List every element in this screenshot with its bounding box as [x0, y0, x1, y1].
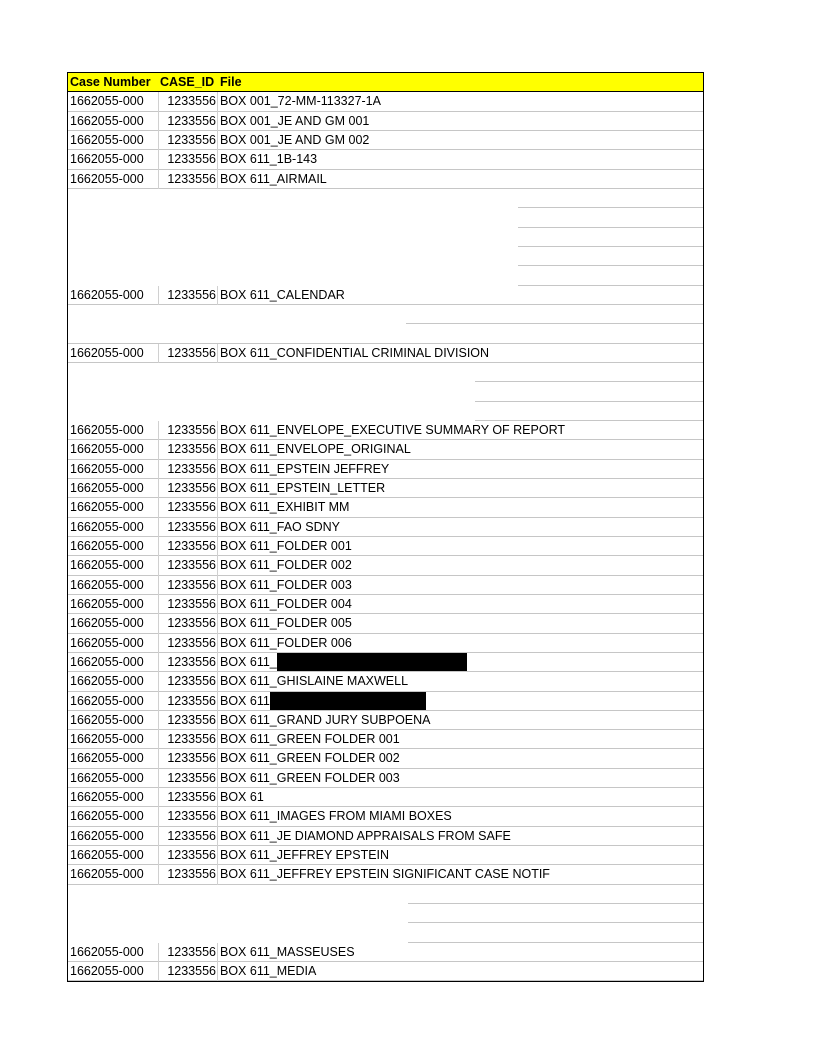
case-number-cell: 1662055-000: [70, 751, 144, 766]
file-cell: BOX 611_FOLDER 004: [220, 596, 352, 611]
case-id-cell: 1233556: [167, 732, 216, 747]
table-row: [68, 344, 703, 363]
case-id-cell: 1233556: [167, 461, 216, 476]
case-id-cell: 1233556: [167, 132, 216, 147]
redaction-bar: [277, 653, 467, 672]
table-row: [68, 885, 703, 904]
file-cell: BOX 611_MEDIA: [220, 964, 317, 979]
file-cell: BOX 611_JEFFREY EPSTEIN: [220, 848, 390, 863]
case-id-cell: 1233556: [167, 94, 216, 109]
case-number-cell: 1662055-000: [70, 558, 144, 573]
case-number-cell: 1662055-000: [70, 732, 144, 747]
table-row: [68, 846, 703, 865]
table-row: [68, 189, 703, 208]
file-cell: BOX 001_JE AND GM 001: [220, 113, 370, 128]
table-row: [68, 962, 703, 981]
file-cell: BOX 611_FOLDER 002: [220, 558, 352, 573]
case-id-cell: 1233556: [167, 828, 216, 843]
file-cell: BOX 611_ENVELOPE_EXECUTIVE SUMMARY OF REPORT: [220, 422, 566, 437]
case-id-cell: 1233556: [167, 674, 216, 689]
case-id-cell: 1233556: [167, 558, 216, 573]
case-number-cell: 1662055-000: [70, 480, 144, 495]
case-number-cell: 1662055-000: [70, 577, 144, 592]
case-number-cell: 1662055-000: [70, 345, 144, 360]
case-number-cell: 1662055-000: [70, 654, 144, 669]
table-row: [68, 479, 703, 498]
case-id-cell: 1233556: [167, 422, 216, 437]
case-id-cell: 1233556: [167, 538, 216, 553]
header-case-id: CASE_ID: [160, 75, 215, 89]
table-row: [68, 556, 703, 575]
table-row: [68, 807, 703, 826]
table-header-row: [68, 73, 703, 92]
table-row: [68, 112, 703, 131]
case-id-cell: 1233556: [167, 848, 216, 863]
table-row: [68, 170, 703, 189]
file-cell: BOX 611_FOLDER 003: [220, 577, 352, 592]
table-row: [68, 228, 703, 247]
case-number-cell: 1662055-000: [70, 944, 144, 959]
table-row: [68, 923, 703, 942]
table-row: [68, 827, 703, 846]
case-id-cell: 1233556: [167, 596, 216, 611]
table-row: [68, 730, 703, 749]
file-cell: BOX 611_CONFIDENTIAL CRIMINAL DIVISION: [220, 345, 490, 360]
table-row: [68, 460, 703, 479]
table-row: [68, 692, 703, 711]
case-number-cell: 1662055-000: [70, 287, 144, 302]
table-row: [68, 402, 703, 421]
table-row: [68, 653, 703, 672]
case-number-cell: 1662055-000: [70, 809, 144, 824]
table-row: [68, 150, 703, 169]
file-cell: BOX 611_JE DIAMOND APPRAISALS FROM SAFE: [220, 828, 511, 843]
case-number-cell: 1662055-000: [70, 770, 144, 785]
case-number-cell: 1662055-000: [70, 519, 144, 534]
case-number-cell: 1662055-000: [70, 867, 144, 882]
table-row: [68, 131, 703, 150]
file-cell: BOX 611_ENVELOPE_ORIGINAL: [220, 442, 411, 457]
file-cell: BOX 611_EPSTEIN JEFFREY: [220, 461, 390, 476]
case-id-cell: 1233556: [167, 113, 216, 128]
file-cell: BOX 61: [220, 790, 264, 805]
case-number-cell: 1662055-000: [70, 848, 144, 863]
file-cell: BOX 001_72-MM-113327-1A: [220, 94, 381, 109]
case-id-cell: 1233556: [167, 693, 216, 708]
table-row: [68, 421, 703, 440]
file-cell: BOX 611_IMAGES FROM MIAMI BOXES: [220, 809, 452, 824]
case-number-cell: 1662055-000: [70, 828, 144, 843]
file-cell: BOX 611_: [220, 653, 467, 672]
file-cell: BOX 611_JEFFREY EPSTEIN SIGNIFICANT CASE NOTIF: [220, 867, 550, 882]
case-number-cell: 1662055-000: [70, 693, 144, 708]
case-number-cell: 1662055-000: [70, 538, 144, 553]
case-number-cell: 1662055-000: [70, 132, 144, 147]
case-id-cell: 1233556: [167, 654, 216, 669]
file-cell: BOX 611_EPSTEIN_LETTER: [220, 480, 386, 495]
table-row: [68, 363, 703, 382]
case-id-cell: 1233556: [167, 944, 216, 959]
table-row: [68, 440, 703, 459]
file-cell: BOX 611_AIRMAIL: [220, 171, 327, 186]
table-row: [68, 286, 703, 305]
file-cell: BOX 611_GRAND JURY SUBPOENA: [220, 712, 431, 727]
table-row: [68, 518, 703, 537]
case-id-cell: 1233556: [167, 712, 216, 727]
case-number-cell: 1662055-000: [70, 422, 144, 437]
table-row: [68, 769, 703, 788]
table-row: [68, 904, 703, 923]
case-number-cell: 1662055-000: [70, 500, 144, 515]
file-cell: BOX 611_MASSEUSES: [220, 944, 355, 959]
table-row: [68, 92, 703, 111]
case-number-cell: 1662055-000: [70, 171, 144, 186]
table-row: [68, 595, 703, 614]
table-row: [68, 749, 703, 768]
case-id-cell: 1233556: [167, 635, 216, 650]
table-row: [68, 711, 703, 730]
file-cell: BOX 611: [220, 692, 426, 711]
file-cell: BOX 611_EXHIBIT MM: [220, 500, 350, 515]
case-number-cell: 1662055-000: [70, 790, 144, 805]
table-row: [68, 247, 703, 266]
case-number-cell: 1662055-000: [70, 442, 144, 457]
case-id-cell: 1233556: [167, 964, 216, 979]
table-row: [68, 208, 703, 227]
redaction-bar: [270, 692, 426, 711]
table-row: [68, 943, 703, 962]
file-cell: BOX 611_FOLDER 006: [220, 635, 352, 650]
file-cell: BOX 611_GREEN FOLDER 003: [220, 770, 400, 785]
case-number-cell: 1662055-000: [70, 964, 144, 979]
case-number-cell: 1662055-000: [70, 461, 144, 476]
case-number-cell: 1662055-000: [70, 152, 144, 167]
table-row: [68, 672, 703, 691]
table-row: [68, 576, 703, 595]
case-id-cell: 1233556: [167, 287, 216, 302]
file-cell: BOX 611_GHISLAINE MAXWELL: [220, 674, 409, 689]
case-id-cell: 1233556: [167, 345, 216, 360]
file-cell: BOX 611_1B-143: [220, 152, 318, 167]
case-id-cell: 1233556: [167, 480, 216, 495]
table-row: [68, 382, 703, 401]
case-id-cell: 1233556: [167, 500, 216, 515]
table-row: [68, 634, 703, 653]
case-id-cell: 1233556: [167, 616, 216, 631]
case-id-cell: 1233556: [167, 577, 216, 592]
file-cell: BOX 611_CALENDAR: [220, 287, 345, 302]
table-row: [68, 498, 703, 517]
table-row: [68, 788, 703, 807]
file-cell: BOX 611_FOLDER 001: [220, 538, 352, 553]
case-number-cell: 1662055-000: [70, 596, 144, 611]
header-file: File: [220, 75, 242, 89]
case-number-cell: 1662055-000: [70, 616, 144, 631]
case-id-cell: 1233556: [167, 867, 216, 882]
case-number-cell: 1662055-000: [70, 94, 144, 109]
case-id-cell: 1233556: [167, 751, 216, 766]
case-number-cell: 1662055-000: [70, 712, 144, 727]
table-row: [68, 305, 703, 324]
table-row: [68, 614, 703, 633]
table-row: [68, 537, 703, 556]
file-cell: BOX 001_JE AND GM 002: [220, 132, 370, 147]
case-id-cell: 1233556: [167, 770, 216, 785]
file-cell: BOX 611_FAO SDNY: [220, 519, 340, 534]
case-id-cell: 1233556: [167, 790, 216, 805]
header-case-number: Case Number: [70, 75, 151, 89]
file-cell: BOX 611_GREEN FOLDER 002: [220, 751, 400, 766]
table-row: [68, 324, 703, 343]
case-number-cell: 1662055-000: [70, 113, 144, 128]
case-id-cell: 1233556: [167, 519, 216, 534]
table-row: [68, 266, 703, 285]
spreadsheet-table: [67, 72, 704, 982]
file-cell: BOX 611_GREEN FOLDER 001: [220, 732, 400, 747]
case-id-cell: 1233556: [167, 152, 216, 167]
case-id-cell: 1233556: [167, 442, 216, 457]
case-number-cell: 1662055-000: [70, 674, 144, 689]
file-cell: BOX 611_FOLDER 005: [220, 616, 352, 631]
case-id-cell: 1233556: [167, 809, 216, 824]
table-row: [68, 865, 703, 884]
table-body: [68, 92, 703, 981]
case-id-cell: 1233556: [167, 171, 216, 186]
case-number-cell: 1662055-000: [70, 635, 144, 650]
